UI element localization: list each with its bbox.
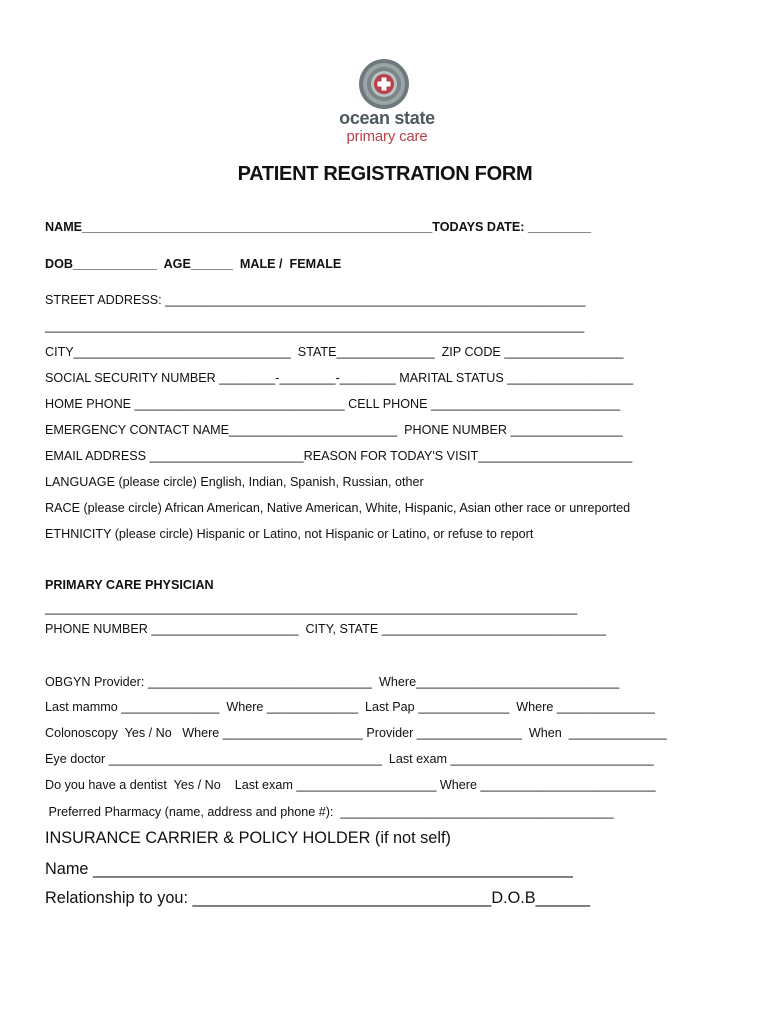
ethnicity-line[interactable]: ETHNICITY (please circle) Hispanic or Latino, not Hispanic or Latino, or refuse to report <box>45 527 534 541</box>
pcp-heading: PRIMARY CARE PHYSICIAN <box>45 578 214 592</box>
street-address-field[interactable]: STREET ADDRESS: ____________________________________________________________ <box>45 293 586 307</box>
pharmacy-field[interactable]: Preferred Pharmacy (name, address and phone #): _______________________________________ <box>45 805 614 819</box>
race-line[interactable]: RACE (please circle) African American, Native American, White, Hispanic, Asian other race or unreported <box>45 501 631 515</box>
eye-doctor-field[interactable]: Eye doctor _______________________________________ Last exam _____________________________ <box>45 752 654 766</box>
emergency-contact-field[interactable]: EMERGENCY CONTACT NAME________________________ PHONE NUMBER ________________ <box>45 423 623 437</box>
insurance-heading: INSURANCE CARRIER & POLICY HOLDER (if not self) <box>45 829 451 847</box>
logo-text-primary-care: primary care <box>346 128 428 145</box>
ocean-state-logo <box>332 58 442 150</box>
medical-cross-icon <box>358 58 410 110</box>
mammo-pap-field[interactable]: Last mammo ______________ Where _____________ Last Pap _____________ Where ______________ <box>45 700 655 714</box>
ssn-marital-field[interactable]: SOCIAL SECURITY NUMBER ________-________-________ MARITAL STATUS __________________ <box>45 371 634 385</box>
insurance-name-field[interactable]: Name _____________________________________________________ <box>45 860 573 878</box>
pcp-phone-city-field[interactable]: PHONE NUMBER _____________________ CITY, STATE ________________________________ <box>45 622 606 636</box>
form-title: PATIENT REGISTRATION FORM <box>237 163 533 185</box>
email-reason-field[interactable]: EMAIL ADDRESS ______________________REASON FOR TODAY'S VISIT______________________ <box>45 449 633 463</box>
pcp-name-field[interactable]: ____________________________________________________________________________ <box>45 601 578 615</box>
logo-text-ocean-state: ocean state <box>339 108 435 128</box>
city-state-zip-field[interactable]: CITY_______________________________ STATE______________ ZIP CODE _________________ <box>45 345 624 359</box>
phone-field[interactable]: HOME PHONE ______________________________ CELL PHONE ___________________________ <box>45 397 621 411</box>
colonoscopy-field[interactable]: Colonoscopy Yes / No Where ____________________ Provider _______________ When ______________ <box>45 726 667 740</box>
name-date-field[interactable]: NAME__________________________________________________TODAYS DATE: _________ <box>45 220 591 234</box>
relationship-dob-field[interactable]: Relationship to you: _________________________________D.O.B______ <box>45 889 590 907</box>
street-address-continued-field[interactable]: _____________________________________________________________________________ <box>45 319 585 333</box>
obgyn-field[interactable]: OBGYN Provider: ________________________________ Where_____________________________ <box>45 675 620 689</box>
dentist-field[interactable]: Do you have a dentist Yes / No Last exam ____________________ Where _________________________ <box>45 778 656 792</box>
language-line[interactable]: LANGUAGE (please circle) English, Indian, Spanish, Russian, other <box>45 475 424 489</box>
dob-age-sex-field[interactable]: DOB____________ AGE______ MALE / FEMALE <box>45 257 342 271</box>
